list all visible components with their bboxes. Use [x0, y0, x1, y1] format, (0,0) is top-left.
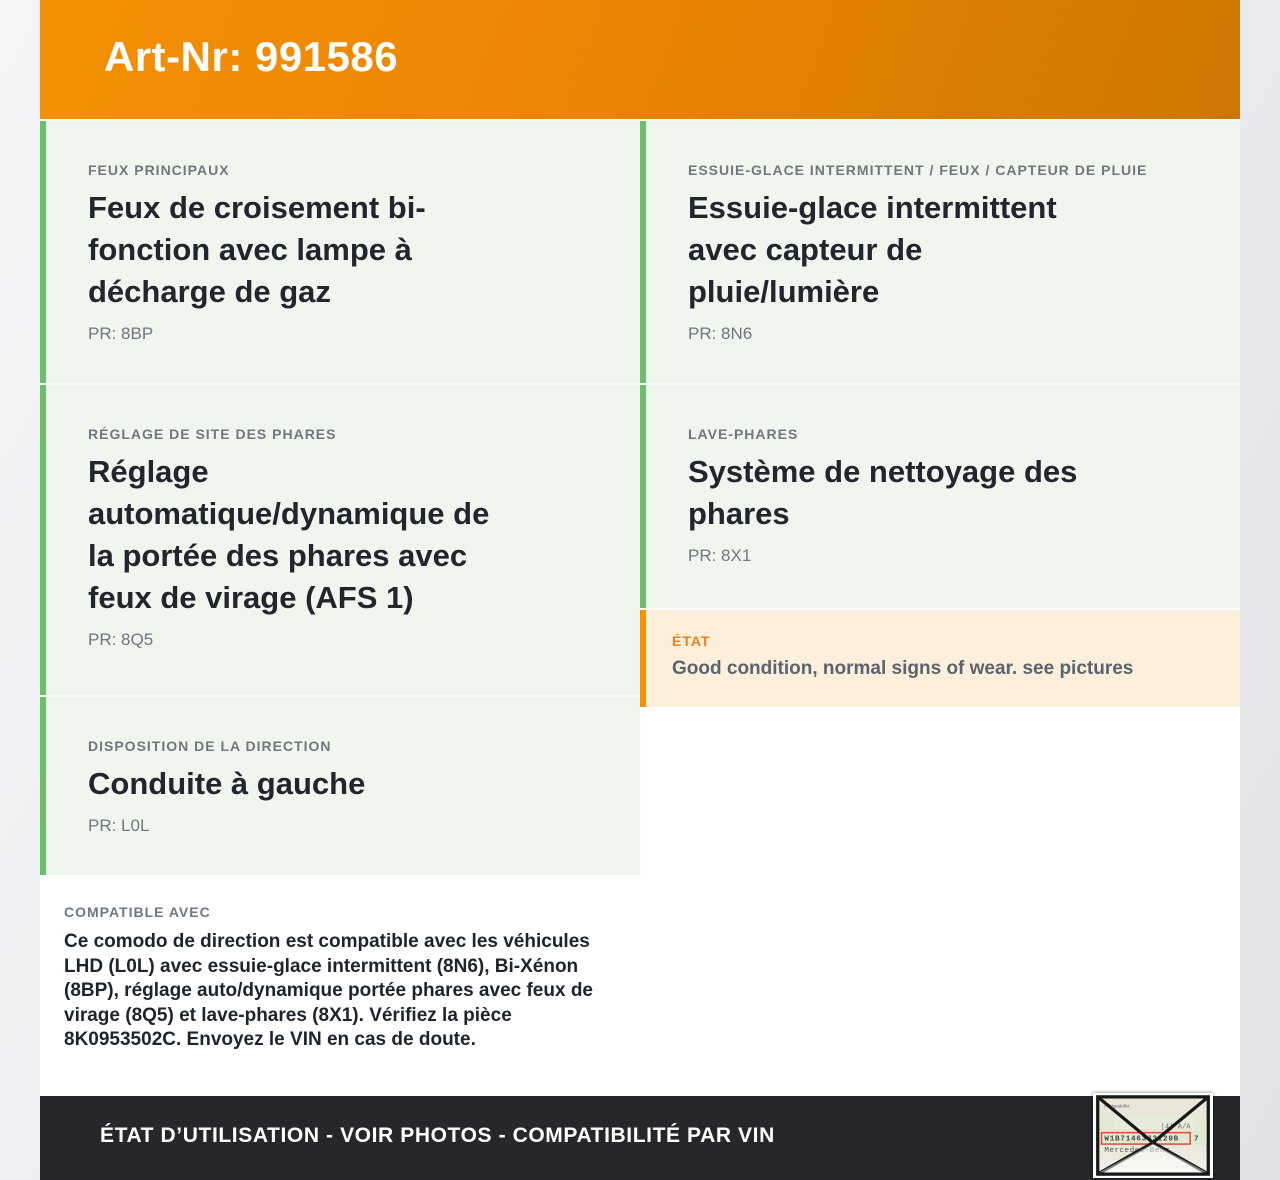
- pr-code: PR: L0L: [88, 816, 150, 835]
- card-title: Conduite à gauche: [88, 766, 366, 801]
- pr-code: PR: 8X1: [688, 546, 752, 565]
- vin-document-photo: [1093, 1093, 1213, 1178]
- compatibility-text: Ce comodo de direction est compatible avec les véhicules LHD (L0L) avec essuie-glace intermittent (8N6), Bi-Xénon (8BP), réglage auto/dynamique portée phares avec feux de virage (8Q5) et lave-phares (8X1). Vérifiez la pièce 8K0953502C. Envoyez le VIN en cas de doute.: [64, 931, 593, 1050]
- article-number-banner: [40, 0, 1240, 119]
- footer-text: ÉTAT D’UTILISATION - VOIR PHOTOS - COMPATIBILITÉ PAR VIN: [100, 1124, 775, 1147]
- envelope-icon: [1095, 1095, 1211, 1176]
- card-label: FEUX PRINCIPAUX: [88, 162, 230, 178]
- feature-card-lave-phares: [640, 385, 1240, 608]
- card-title: Essuie-glace intermittent avec capteur de pluie/lumière: [688, 190, 1057, 309]
- card-label: RÉGLAGE DE SITE DES PHARES: [88, 426, 337, 442]
- condition-text: Good condition, normal signs of wear. see pictures: [672, 658, 1134, 679]
- left-column: [40, 121, 640, 1096]
- condition-card: [640, 610, 1240, 707]
- card-title: Système de nettoyage des phares: [688, 454, 1078, 531]
- article-number: Art-Nr: 991586: [104, 32, 399, 80]
- card-title: Feux de croisement bi-fonction avec lampe à décharge de gaz: [88, 190, 426, 309]
- compatibility-label: COMPATIBLE AVEC: [64, 904, 211, 920]
- card-label: DISPOSITION DE LA DIRECTION: [88, 738, 332, 754]
- feature-grid: [40, 119, 1240, 1096]
- card-label: LAVE-PHARES: [688, 426, 799, 442]
- feature-card-reglage-site-phares: [40, 385, 640, 695]
- footer-banner: [40, 1096, 1240, 1180]
- compatibility-card: [40, 877, 640, 1083]
- feature-card-feux-principaux: [40, 121, 640, 383]
- pr-code: PR: 8N6: [688, 324, 753, 343]
- listing-page: [40, 0, 1240, 1180]
- pr-code: PR: 8Q5: [88, 630, 154, 649]
- right-column: [640, 121, 1240, 1096]
- feature-card-disposition-direction: [40, 697, 640, 875]
- feature-card-essuie-glace: [640, 121, 1240, 383]
- pr-code: PR: 8BP: [88, 324, 154, 343]
- card-label: ESSUIE-GLACE INTERMITTENT / FEUX / CAPTEUR DE PLUIE: [688, 162, 1148, 178]
- condition-label: ÉTAT: [672, 633, 711, 649]
- card-title: Réglage automatique/dynamique de la portée des phares avec feux de virage (AFS 1): [88, 454, 490, 615]
